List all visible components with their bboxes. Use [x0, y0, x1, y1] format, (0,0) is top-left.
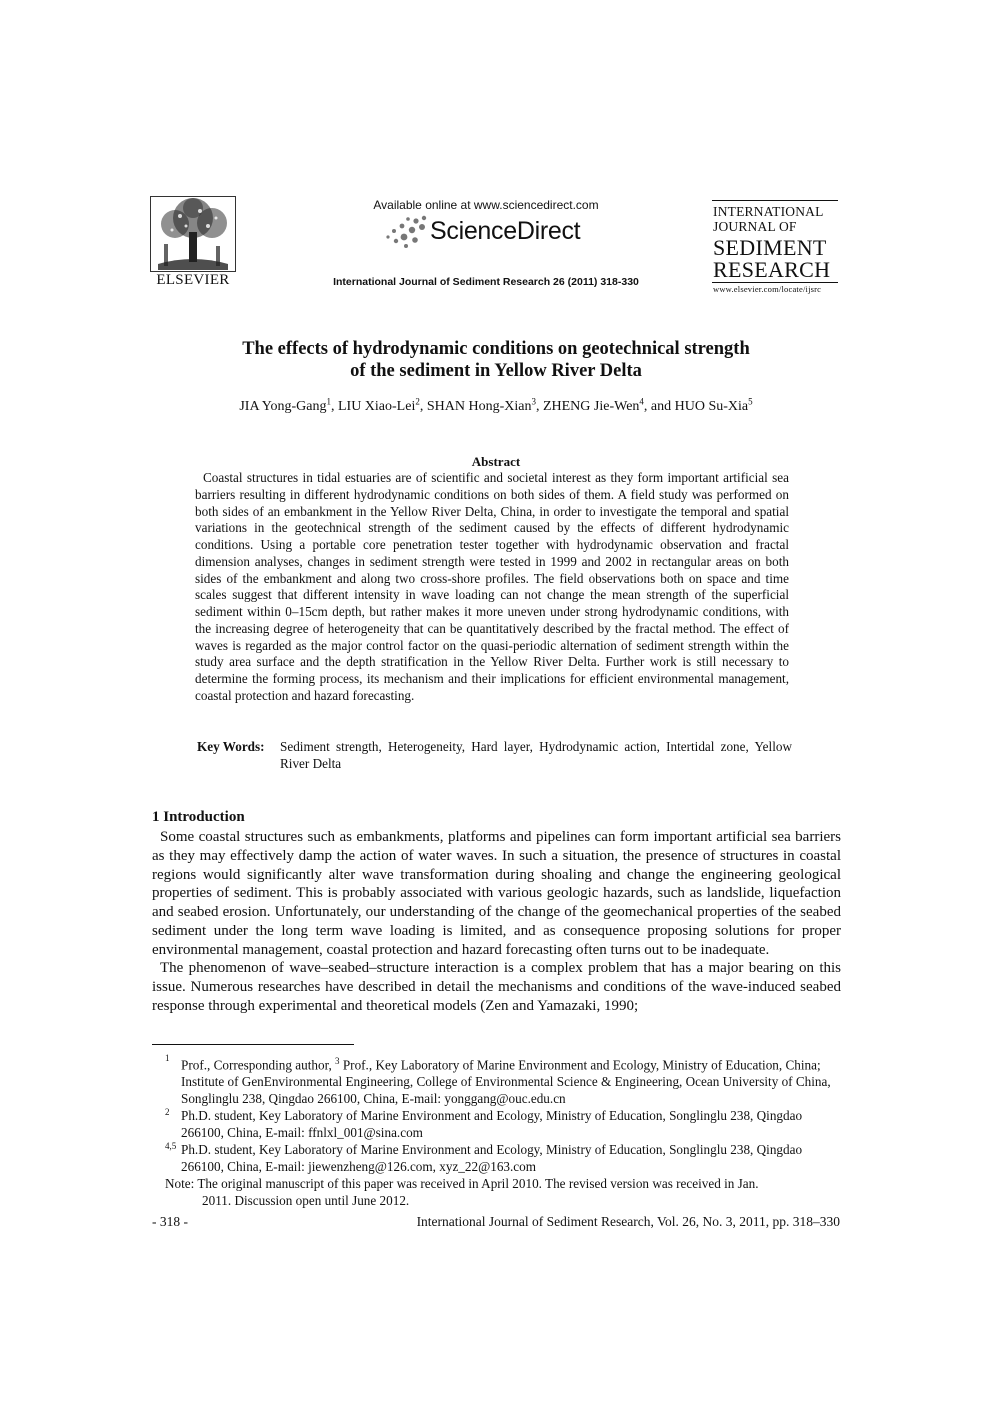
author-name: SHAN Hong-Xian	[426, 399, 532, 414]
keywords-text: Sediment strength, Heterogeneity, Hard layer, Hydrodynamic action, Intertidal zone, Yellow River Delta	[280, 739, 792, 771]
journal-logo	[712, 200, 840, 296]
author-name: ZHENG Jie-Wen	[542, 399, 640, 414]
footnote-mark: 4,5	[165, 1141, 177, 1152]
footnote-inline-mark: 3	[335, 1056, 340, 1066]
author-affiliation-mark: 2	[415, 396, 420, 407]
journal-logo-line2: JOURNAL OF	[713, 219, 797, 234]
page-number: - 318 -	[152, 1214, 188, 1229]
available-online-text: Available online at www.sciencedirect.com	[373, 198, 599, 212]
footnote	[165, 1107, 845, 1141]
elsevier-logo	[150, 196, 236, 290]
footnote-mark: 1	[165, 1053, 170, 1063]
section-body	[152, 828, 841, 1016]
author-name: JIA Yong-Gang	[239, 399, 327, 414]
footnote-mark: 2	[165, 1107, 170, 1118]
journal-logo-line3: SEDIMENT	[713, 235, 827, 260]
footnote-text	[165, 1053, 845, 1107]
author-separator: , and	[643, 399, 675, 414]
footnote-text: Ph.D. student, Key Laboratory of Marine Environment and Ecology, Ministry of Education, Songlinglu 238, Qingdao 266100, China, E-mail: ffnlxl_001@sina.com	[181, 1108, 803, 1141]
paper-title-line1: The effects of hydrodynamic conditions on geotechnical strength	[242, 339, 750, 359]
manuscript-note-line2: 2011. Discussion open until June 2012.	[202, 1193, 410, 1209]
sciencedirect-wordmark: ScienceDirect	[430, 217, 581, 245]
footnote	[165, 1053, 845, 1107]
author-list	[150, 398, 842, 416]
journal-logo-rule-bottom	[712, 282, 838, 283]
running-footer: International Journal of Sediment Research, Vol. 26, No. 3, 2011, pp. 318–330	[416, 1214, 840, 1229]
footnotes	[165, 1053, 845, 1209]
journal-logo-rule-top	[712, 200, 838, 201]
section-heading: 1 Introduction	[152, 809, 245, 825]
author-affiliation-mark: 3	[531, 396, 536, 407]
keywords-label: Key Words:	[197, 739, 265, 754]
paper-title-line2: of the sediment in Yellow River Delta	[350, 361, 642, 381]
footnote-text: Ph.D. student, Key Laboratory of Marine Environment and Ecology, Ministry of Education, Songlinglu 238, Qingdao 266100, China, E-mail: jiewenzheng@126.com, xyz_22@163.com	[181, 1142, 803, 1175]
journal-citation: International Journal of Sediment Research 26 (2011) 318-330	[333, 276, 639, 288]
author-affiliation-mark: 5	[748, 396, 753, 407]
paragraph: Some coastal structures such as embankments, platforms and pipelines can form important artificial sea barriers as they may effectively damp the action of water waves. In such a situation, the presence of structures in coastal regions would significantly alter wave transformation during shoaling and change the engineering geological properties of sediment. This is probably associated with various geologic hazards, such as landslide, liquefaction and seabed erosion. Unfortunately, our understanding of the change of the geomechanical properties of the seabed sediment under the long term wave loading is limited, and as consequence proposing solutions for proper environmental management, coastal protection and hazard forecasting often turns out to be inadequate.	[152, 829, 841, 958]
footnote-text-part: Prof., Key Laboratory of Marine Environment and Ecology, Ministry of Education, China; Institute of GenEnvironmental Engineering, College of Environmental Science & Engineering, Ocean University of China, Songlinglu 238, Qingdao 266100, China, E-mail: yonggang@ouc.edu.cn	[181, 1057, 831, 1107]
footnote-rule	[152, 1044, 354, 1045]
paragraph: The phenomenon of wave–seabed–structure interaction is a complex problem that has a major bearing on this issue. Numerous researches have described in detail the mechanisms and conditions of the wave-induced seabed response through experimental and theoretical models (Zen and Yamazaki, 1990;	[152, 960, 841, 1014]
elsevier-tree-icon	[150, 196, 236, 272]
author-separator: ,	[419, 399, 427, 414]
abstract-heading: Abstract	[471, 454, 521, 469]
author-affiliation-mark: 4	[639, 396, 644, 407]
author-separator: ,	[535, 399, 543, 414]
journal-logo-url: www.elsevier.com/locate/ijsrc	[713, 284, 822, 294]
author-affiliation-mark: 1	[326, 396, 331, 407]
footnote	[165, 1141, 845, 1175]
author-separator: ,	[330, 399, 338, 414]
footnote-text-part: Prof., Corresponding author,	[181, 1057, 336, 1073]
journal-logo-line1: INTERNATIONAL	[713, 204, 824, 219]
sciencedirect-logo	[382, 213, 612, 249]
paper-title	[150, 338, 842, 382]
author-name: LIU Xiao-Lei	[337, 399, 416, 414]
sciencedirect-dots-icon	[382, 213, 432, 249]
author-name: HUO Su-Xia	[674, 399, 749, 414]
elsevier-wordmark: ELSEVIER	[156, 272, 230, 288]
abstract-text: Coastal structures in tidal estuaries are of scientific and societal interest as they form important artificial sea barriers resulting in different hydrodynamic conditions on both sides of them. A field study was performed on both sides of an embankment in the Yellow River Delta, China, in order to investigate the temporal and spatial variations in the geotechnical strength of the sediment caused by the effects of different hydrodynamic conditions. Using a portable core penetration tester together with hydrodynamic observation and fractal dimension analyses, changes in sediment strength were tested in 1999 and 2002 in rectangular areas on both sides of the embankment and along two cross-shore profiles. The field observations both on space and time scales suggest that different intensity in wave loading can not change the mean strength of the superficial sediment within 0–15cm depth, but rather makes it more uneven under strong hydrodynamic conditions, with the increasing degree of heterogeneity that can be quantitatively described by the fractal method. The effect of waves is regarded as the major control factor on the quasi-periodic alternation of sediment strength within the study area surface and the depth stratification in the Yellow River Delta. Further work is still necessary to determine the forming process, its mechanism and their implications for efficient environmental management, coastal protection and hazard forecasting.	[195, 470, 789, 703]
manuscript-note	[165, 1175, 845, 1209]
manuscript-note-line1: Note: The original manuscript of this paper was received in April 2010. The revised version was received in Jan.	[165, 1176, 759, 1192]
journal-logo-line4: RESEARCH	[713, 257, 831, 282]
